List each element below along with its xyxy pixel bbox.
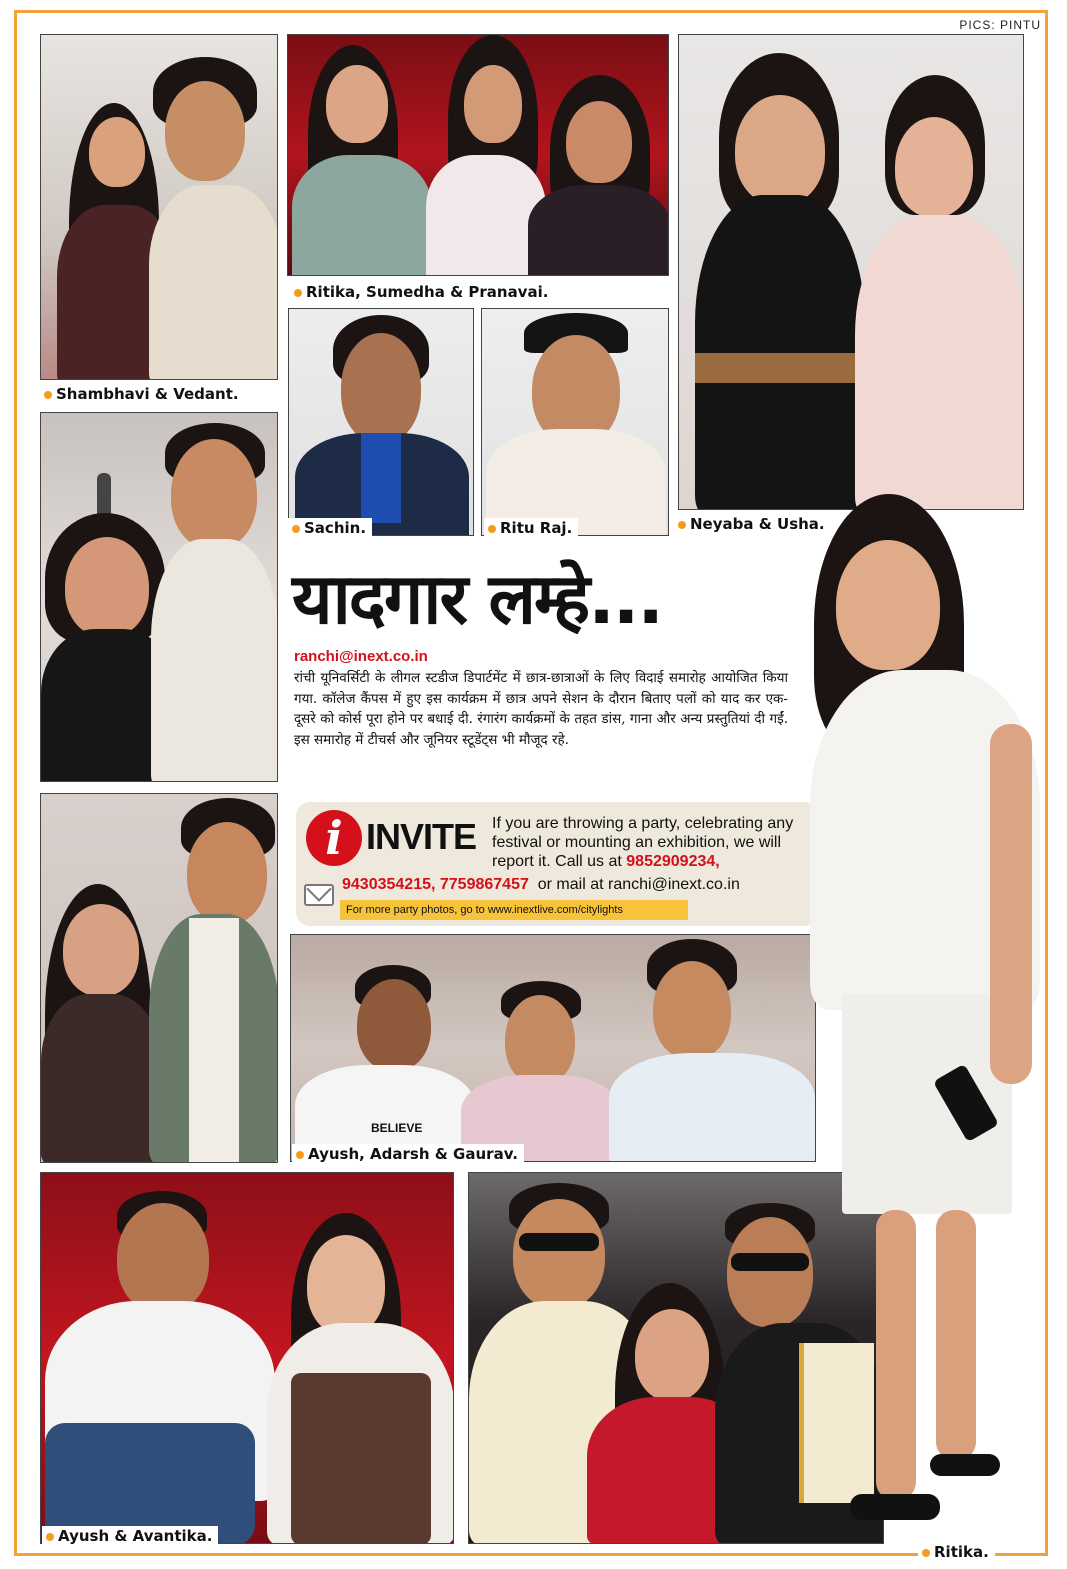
article-body: रांची यूनिवर्सिटी के लीगल स्टडीज डिपार्टमेंट में छात्र-छात्राओं के लिए विदाई समारोह आयोजित किया गया. कॉलेज कैंपस में हुए इस कार्यक्रम में छात्र अपने सेशन के दौरान बिताए पलों को याद कर एक-दूसरे को कोर्स पूरा होने पर बधाई दी. रंगारंग कार्यक्रमों के तहत डांस, गाना और अन्य प्रस्तुतियां दी गईं. इस समारोह में टीचर्स और जूनियर स्टूडेंट्स भी मौजूद रहे. [294, 670, 788, 748]
invite-website-bar[interactable]: For more party photos, go to www.inextlive.com/citylights [340, 900, 688, 920]
belt [695, 353, 865, 383]
caption-ayush-avantika: Ayush & Avantika. [42, 1526, 218, 1546]
invite-mail: or mail at ranchi@inext.co.in [537, 876, 740, 893]
bullet-icon [296, 1151, 304, 1159]
dress [291, 1373, 431, 1544]
invite-title: INVITE [366, 816, 477, 857]
sandal [930, 1454, 1000, 1476]
shirt-print: BELIEVE [371, 1121, 423, 1135]
photo-credit: PICS: PINTU [959, 18, 1041, 32]
bullet-icon [922, 1549, 930, 1557]
bullet-icon [292, 525, 300, 533]
bullet-icon [678, 521, 686, 529]
leg-right [936, 1210, 976, 1460]
caption-neyaba-usha: Neyaba & Usha. [674, 514, 831, 534]
photo-shambhavi-vedant [40, 34, 278, 380]
photo-ayush-adarsh-gaurav [290, 934, 816, 1162]
caption-sachin: Sachin. [288, 518, 372, 538]
photo-sachin [288, 308, 474, 536]
bullet-icon [488, 525, 496, 533]
photo-couple-3 [40, 793, 278, 1163]
invite-description: If you are throwing a party, celebrating any festival or mounting an exhibition, we will report it. Call us at 9852909234, [492, 815, 794, 870]
bullet-icon [46, 1533, 54, 1541]
bullet-icon [44, 391, 52, 399]
headline: यादगार लम्हे... [292, 558, 662, 640]
photo-ayush-avantika [40, 1172, 454, 1544]
invite-phone-1: 9852909234, [626, 853, 720, 870]
bullet-icon [294, 289, 302, 297]
invite-contact-line [342, 876, 740, 894]
shirt [189, 918, 239, 1163]
caption-ritika: Ritika. [918, 1542, 995, 1562]
caption-ritika-sumedha-pranavai: Ritika, Sumedha & Pranavai. [290, 282, 554, 302]
caption-ritu-raj: Ritu Raj. [484, 518, 578, 538]
caption-shambhavi-vedant: Shambhavi & Vedant. [40, 384, 245, 404]
photo-ritika-cutout [780, 494, 1050, 1554]
byline-email[interactable]: ranchi@inext.co.in [294, 648, 428, 665]
invite-box [296, 802, 818, 926]
sandal [850, 1494, 940, 1520]
photo-ritu-raj [481, 308, 669, 536]
photo-couple-2 [40, 412, 278, 782]
mail-icon [304, 884, 334, 906]
arm [990, 724, 1032, 1084]
sunglasses [519, 1233, 599, 1251]
leg-left [876, 1210, 916, 1500]
photo-ritika-sumedha-pranavai [287, 34, 669, 276]
shirt [361, 433, 401, 523]
caption-ayush-adarsh-gaurav: Ayush, Adarsh & Gaurav. [292, 1144, 524, 1164]
invite-phone-2: 9430354215, 7759867457 [342, 876, 529, 893]
photo-neyaba-usha [678, 34, 1024, 510]
inext-logo-icon: i [306, 810, 362, 866]
